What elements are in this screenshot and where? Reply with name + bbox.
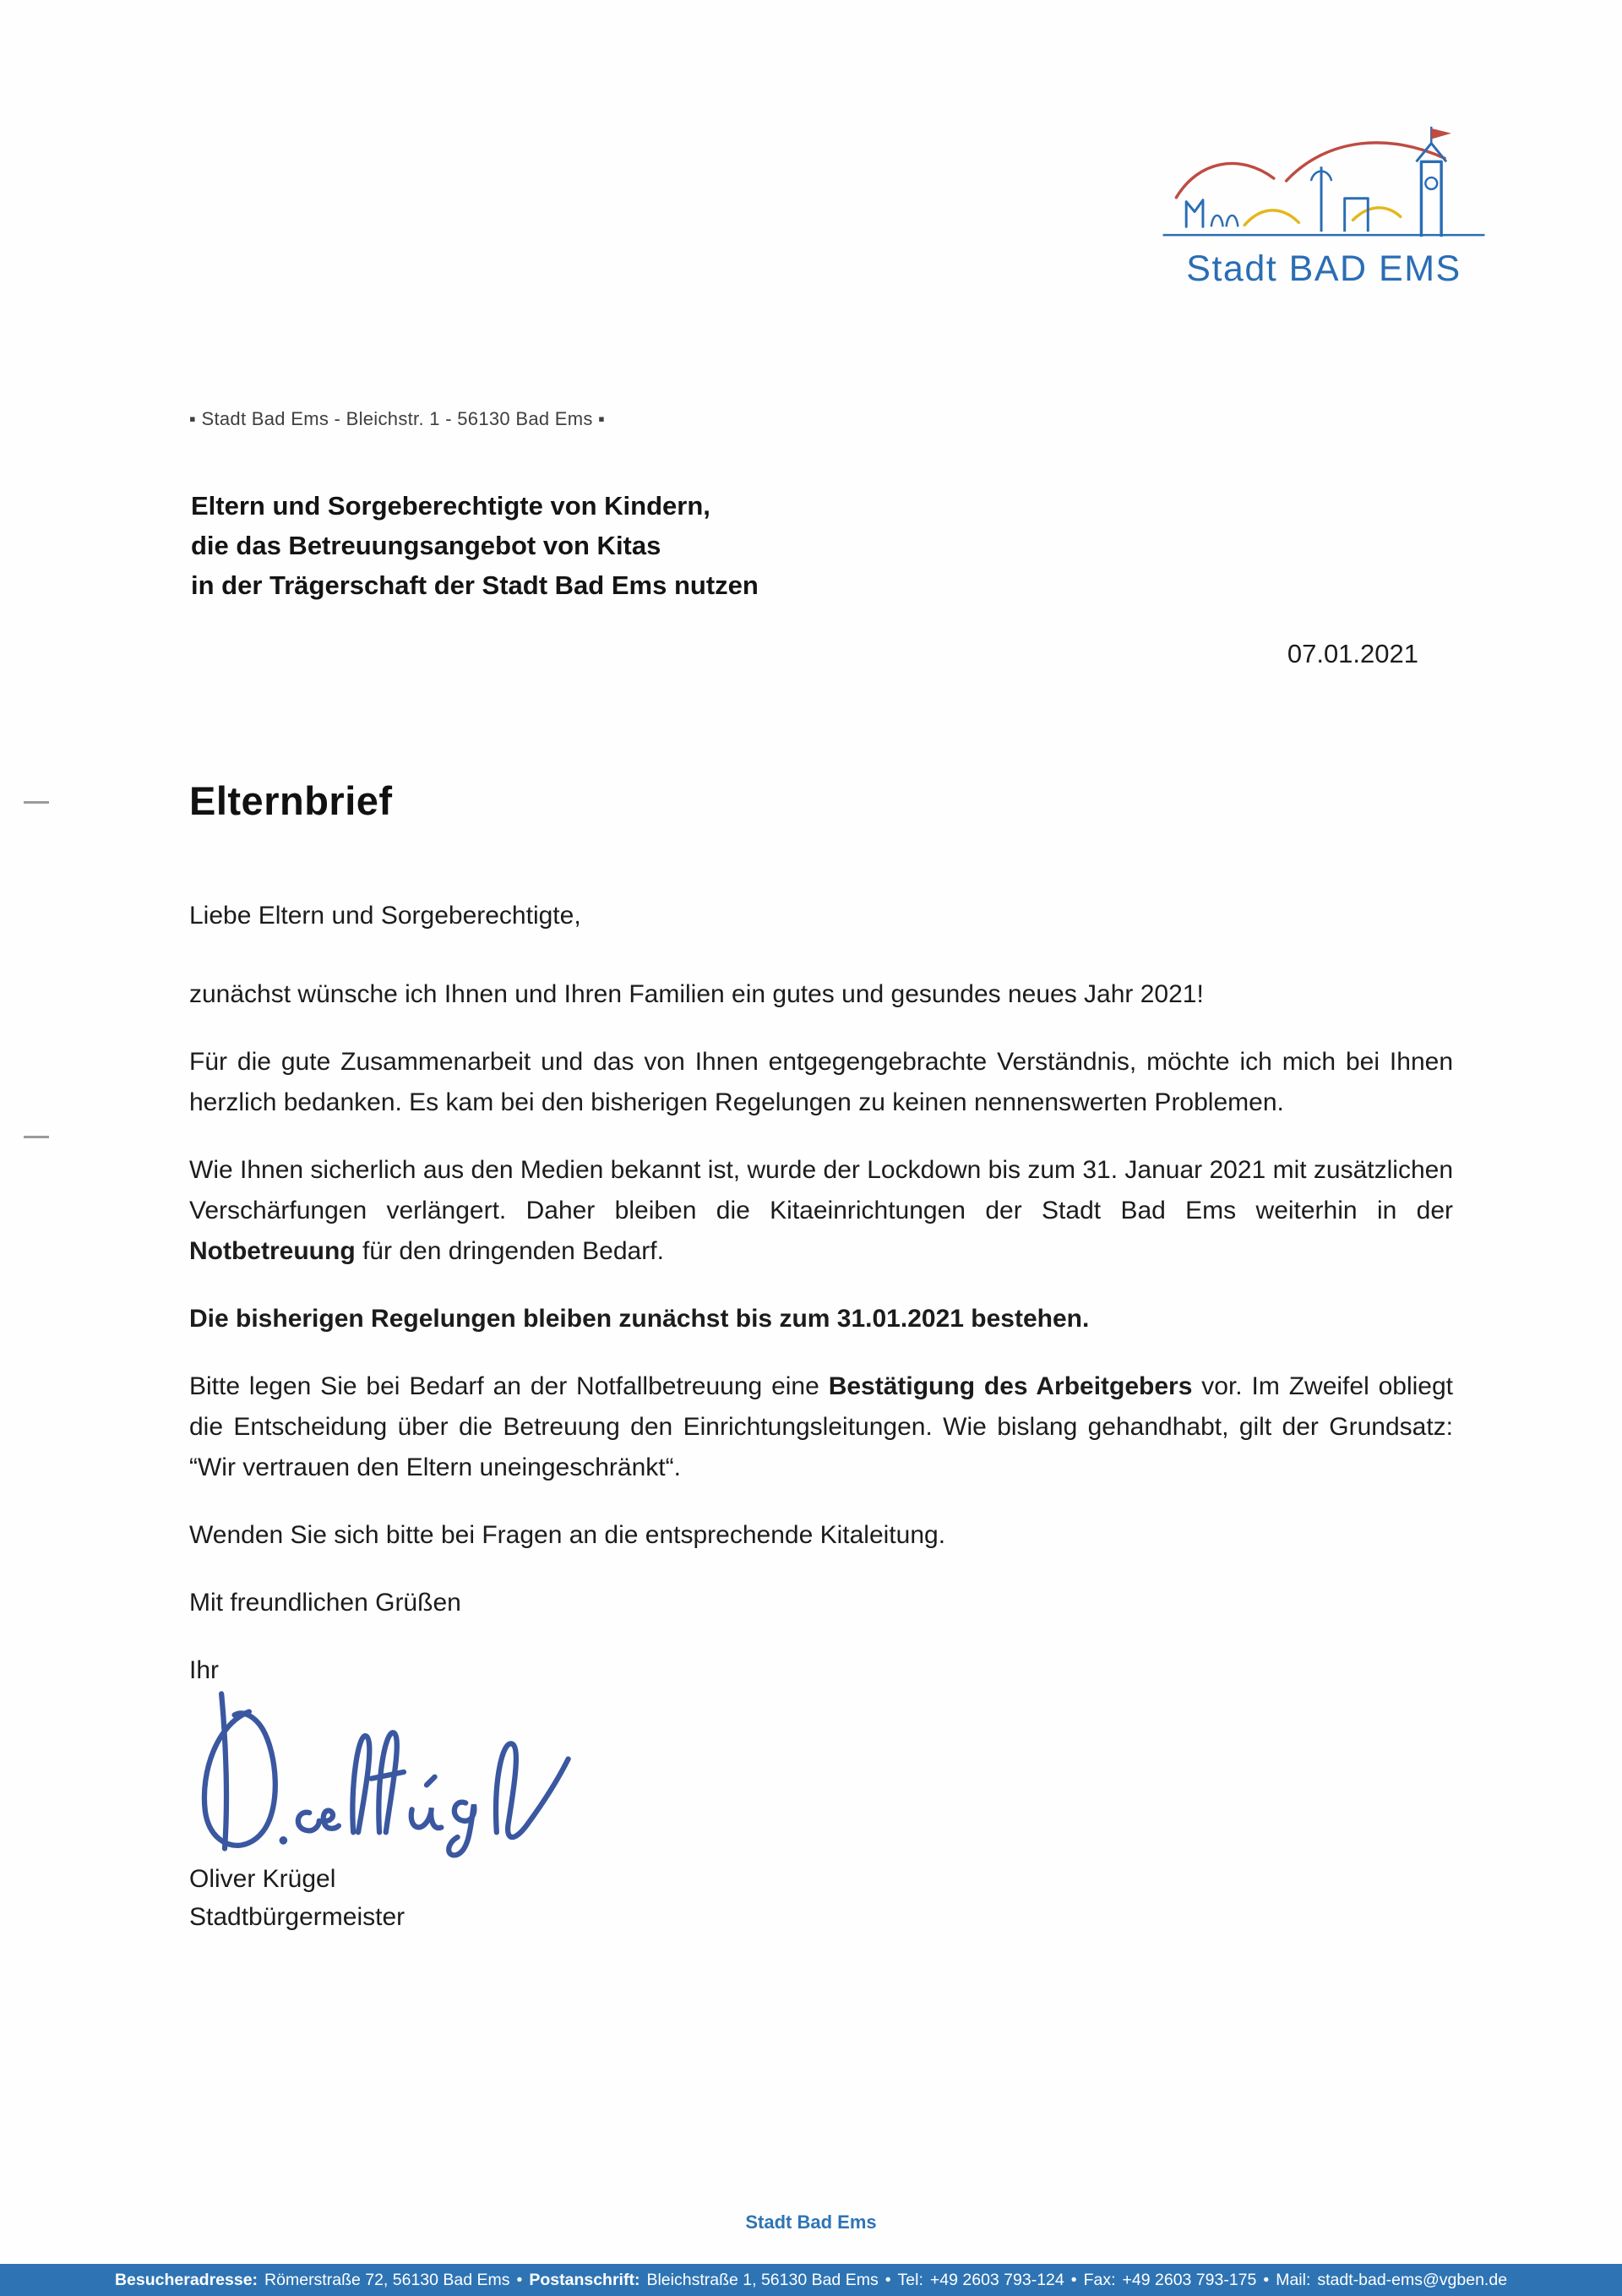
fold-mark-icon [24, 801, 49, 804]
footer-post-label: Postanschrift: [529, 2270, 640, 2289]
footer-besucher-value: Römerstraße 72, 56130 Bad Ems [264, 2270, 510, 2289]
signature-ink-icon [174, 1681, 588, 1860]
salutation: Liebe Eltern und Sorgeberechtigte, [189, 902, 581, 930]
footer-separator: • [516, 2270, 523, 2289]
handwritten-signature [174, 1681, 588, 1860]
paragraph-regelungen: Die bisherigen Regelungen bleiben zunächst bis zum 31.01.2021 bestehen. [189, 1305, 1090, 1333]
footer-brand: Stadt Bad Ems [745, 2211, 877, 2233]
logo-wordmark: Stadt BAD EMS [1186, 248, 1461, 289]
closing-phrase: Mit freundlichen Grüßen [189, 1589, 461, 1617]
signature-intro: Ihr [189, 1656, 220, 1684]
footer-post-value: Bleichstraße 1, 56130 Bad Ems [646, 2270, 879, 2289]
signer-name: Oliver Krügel [189, 1865, 336, 1893]
footer-tel-label: Tel: [897, 2270, 923, 2289]
footer-mail-label: Mail: [1276, 2270, 1311, 2289]
letter-title: Elternbrief [189, 778, 393, 823]
footer-separator: • [1070, 2270, 1077, 2289]
signer-role: Stadtbürgermeister [189, 1903, 406, 1931]
footer-contact-bar [0, 2264, 1622, 2296]
paragraph-lockdown-text-1: Wie Ihnen sicherlich aus den Medien bekannt ist, wurde der Lockdown bis zum 31. Januar 2021 mit zusätzlichen Verschärfungen verlängert. Daher bleiben die Kitaeinrichtungen der Stadt Bad Ems weiterhin in der [189, 1156, 1453, 1224]
footer-mail-value: stadt-bad-ems@vgben.de [1317, 2270, 1508, 2289]
footer-separator: • [1263, 2270, 1270, 2289]
paragraph-lockdown-text-2: für den dringenden Bedarf. [355, 1237, 664, 1265]
paragraph-lockdown-bold: Notbetreuung [189, 1237, 356, 1265]
paragraph-bestaetigung-text-1: Bitte legen Sie bei Bedarf an der Notfallbetreuung eine [189, 1372, 829, 1400]
sender-return-address: ▪ Stadt Bad Ems - Bleichstr. 1 - 56130 Bad Ems ▪ [189, 408, 606, 429]
paragraph-bestaetigung-bold: Bestätigung des Arbeitgebers [828, 1372, 1193, 1400]
footer-fax-value: +49 2603 793-175 [1122, 2270, 1257, 2289]
recipient-line-1: Eltern und Sorgeberechtigte von Kindern, [191, 491, 710, 521]
letter-date: 07.01.2021 [1287, 639, 1418, 668]
paragraph-bestaetigung [189, 1366, 1453, 1488]
fold-mark-icon [24, 1136, 49, 1138]
stadt-bad-ems-logo [1159, 118, 1489, 290]
footer-fax-label: Fax: [1083, 2270, 1116, 2289]
letter-body [189, 777, 1453, 1936]
paragraph-bestaetigung-text-2: vor. Im Zweifel obliegt die Entscheidung über die Betreuung den Einrichtungsleitungen. Wie bislang gehandhabt, gilt der Grundsatz: “Wir vertrauen den Eltern uneingeschränkt“. [189, 1372, 1454, 1481]
footer-separator: • [884, 2270, 891, 2289]
recipient-line-3: in der Trägerschaft der Stadt Bad Ems nutzen [191, 570, 759, 600]
recipient-line-2: die das Betreuungsangebot von Kitas [191, 531, 661, 560]
recipient-address [191, 486, 759, 605]
paragraph-neujahr: zunächst wünsche ich Ihnen und Ihren Familien ein gutes und gesundes neues Jahr 2021! [189, 980, 1204, 1008]
paragraph-dank: Für die gute Zusammenarbeit und das von Ihnen entgegengebrachte Verständnis, möchte ich mich bei Ihnen herzlich bedanken. Es kam bei den bisherigen Regelungen zu keinen nennenswerten Problemen. [189, 1048, 1453, 1116]
paragraph-lockdown [189, 1150, 1453, 1272]
footer-besucher-label: Besucheradresse: [114, 2270, 259, 2289]
footer-tel-value: +49 2603 793-124 [929, 2270, 1064, 2289]
skyline-logo-icon [1159, 118, 1489, 243]
paragraph-fragen: Wenden Sie sich bitte bei Fragen an die entsprechende Kitaleitung. [189, 1521, 946, 1549]
